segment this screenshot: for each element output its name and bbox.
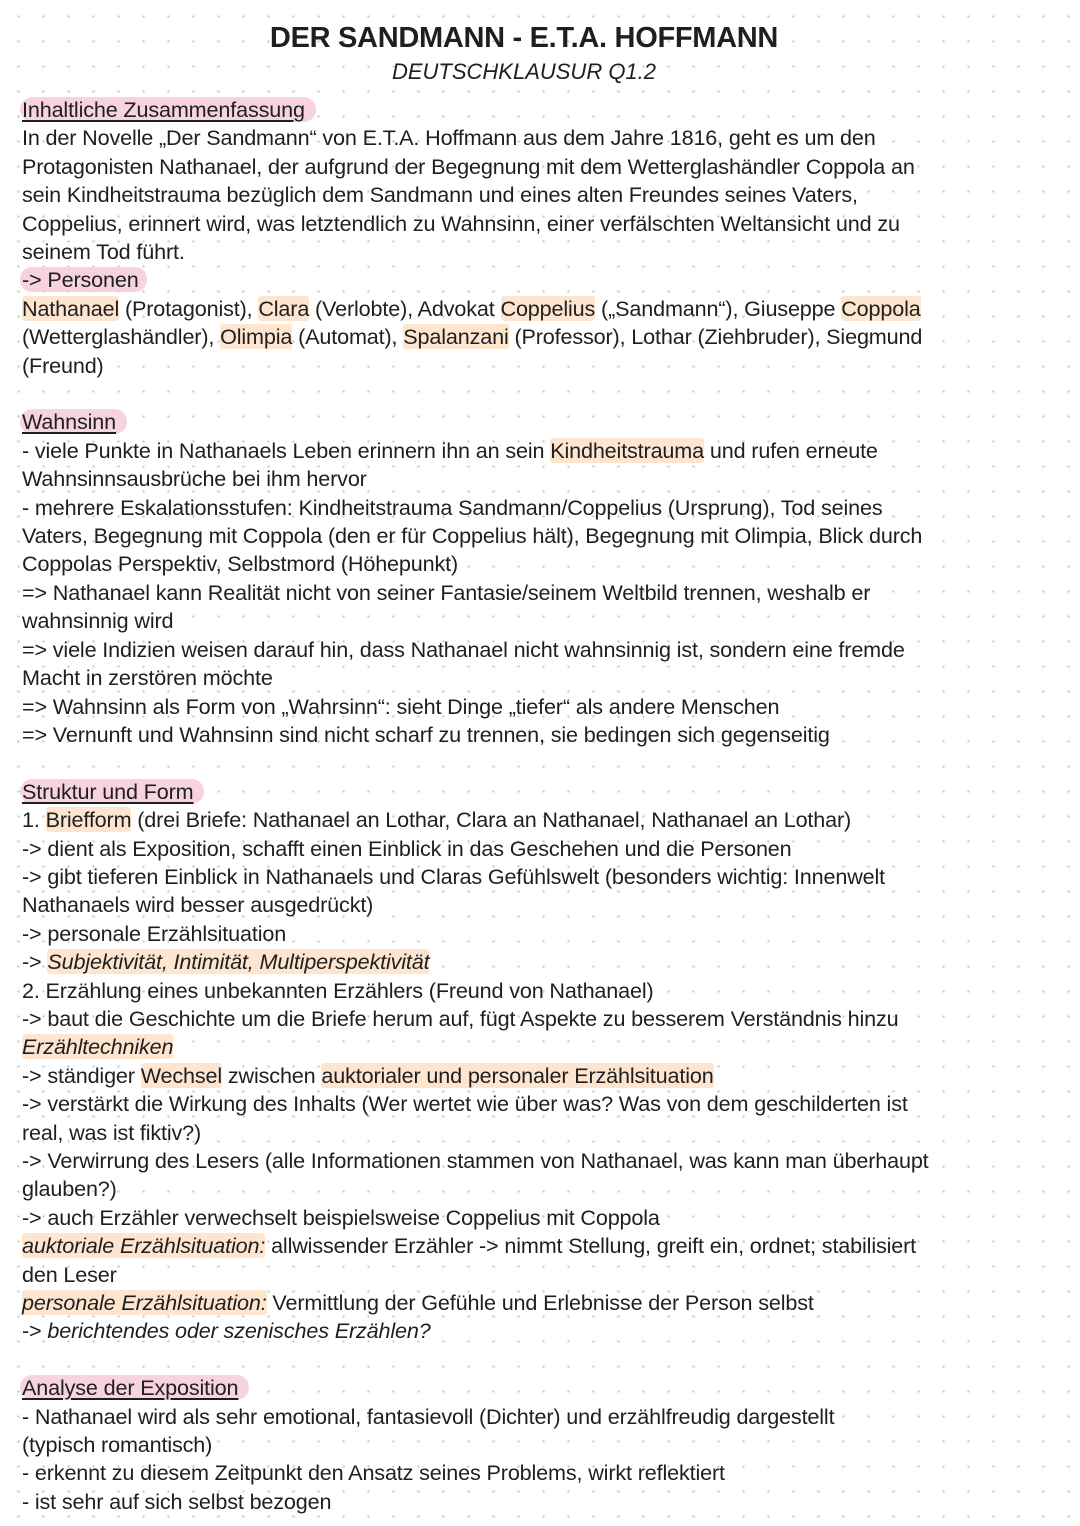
text-line: glauben?) xyxy=(22,1176,117,1202)
text-fragment: Vermittlung der Gefühle und Erlebnisse der Person selbst xyxy=(266,1290,814,1316)
highlight-person: Coppelius xyxy=(500,295,596,321)
text-line xyxy=(22,1232,1052,1260)
highlight-term: Subjektivität, Intimität, Multiperspektivität xyxy=(47,949,430,975)
text-line: (typisch romantisch) xyxy=(22,1432,213,1458)
text-line xyxy=(22,806,1052,834)
text-fragment: -> ständiger xyxy=(22,1062,141,1088)
persons-heading-line xyxy=(22,266,1052,294)
section-struktur-heading-line xyxy=(22,778,1052,806)
text-fragment: -> xyxy=(22,949,48,975)
section-heading-struktur: Struktur und Form xyxy=(20,779,204,804)
text-line: => viele Indizien weisen darauf hin, dass Nathanael nicht wahnsinnig ist, sondern eine fremde xyxy=(22,636,905,662)
highlight-person: Nathanael xyxy=(22,295,120,321)
text-line: - Nathanael wird als sehr emotional, fantasievoll (Dichter) und erzählfreudig dargestellt xyxy=(22,1403,835,1429)
text-line: -> verstärkt die Wirkung des Inhalts (Wer wertet wie über was? Was von dem geschilderten ist xyxy=(22,1091,908,1117)
section-heading-exposition: Analyse der Exposition xyxy=(20,1375,249,1400)
persons-heading: -> Personen xyxy=(20,267,147,292)
spacer xyxy=(22,1346,1052,1374)
section-wahnsinn-heading-line xyxy=(22,408,1052,436)
text-line: => Nathanael kann Realität nicht von seiner Fantasie/seinem Weltbild trennen, weshalb er xyxy=(22,579,871,605)
text-line xyxy=(22,948,1052,976)
text-line: -> gibt tieferen Einblick in Nathanaels und Claras Gefühlswelt (besonders wichtig: Innenwelt xyxy=(22,863,886,889)
text-line: Nathanaels wird besser ausgedrückt) xyxy=(22,892,374,918)
notes-content xyxy=(22,96,1052,1516)
highlight-person: Olimpia xyxy=(220,324,293,350)
persons-line-3: (Freund) xyxy=(22,352,104,378)
person-role: (Wetterglashändler), xyxy=(22,324,221,350)
text-line xyxy=(22,1033,1052,1061)
section-heading-wahnsinn: Wahnsinn xyxy=(20,409,127,434)
text-line: seinem Tod führt. xyxy=(22,239,185,265)
text-line: Coppelius, erinnert wird, was letztendlich zu Wahnsinn, einer verfälschten Weltansicht und zu xyxy=(22,210,900,236)
text-line: sein Kindheitstrauma bezüglich dem Sandmann und eines alten Freundes seines Vaters, xyxy=(22,182,858,208)
section-summary-heading-line xyxy=(22,96,1052,124)
text-fragment: 1. xyxy=(22,807,46,833)
highlight-term: Erzähltechniken xyxy=(22,1034,174,1060)
person-role: (Protagonist), xyxy=(119,295,259,321)
text-line xyxy=(22,1062,1052,1090)
person-role: (Automat), xyxy=(292,324,404,350)
page-title: DER SANDMANN - E.T.A. HOFFMANN xyxy=(269,22,779,54)
highlight-term: Wechsel xyxy=(140,1062,223,1088)
text-fragment: -> xyxy=(22,1318,48,1344)
text-line: - mehrere Eskalationsstufen: Kindheitstrauma Sandmann/Coppelius (Ursprung), Tod seines xyxy=(22,494,883,520)
text-line: -> personale Erzählsituation xyxy=(22,920,287,946)
italic-text: berichtendes oder szenisches Erzählen? xyxy=(47,1318,431,1344)
highlight-person: Clara xyxy=(258,295,310,321)
text-line: wahnsinnig wird xyxy=(22,608,174,634)
persons-line-1 xyxy=(22,295,1052,323)
text-line: real, was ist fiktiv?) xyxy=(22,1119,202,1145)
highlight-term: Kindheitstrauma xyxy=(550,437,704,463)
highlight-term: auktoriale Erzählsituation: xyxy=(22,1233,266,1259)
highlight-term: auktorialer und personaler Erzählsituation xyxy=(321,1062,714,1088)
persons-line-2 xyxy=(22,323,1052,351)
text-fragment: zwischen xyxy=(222,1062,322,1088)
text-fragment: und rufen erneute xyxy=(704,437,878,463)
text-line: In der Novelle „Der Sandmann“ von E.T.A. Hoffmann aus dem Jahre 1816, geht es um den xyxy=(22,125,876,151)
person-role: (Professor), Lothar (Ziehbruder), Siegmund xyxy=(508,324,923,350)
spacer xyxy=(22,380,1052,408)
section-heading-summary: Inhaltliche Zusammenfassung xyxy=(20,97,316,122)
person-role: (Verlobte), Advokat xyxy=(309,295,501,321)
text-line: Vaters, Begegnung mit Coppola (den er für Coppelius hält), Begegnung mit Olimpia, Blick durch xyxy=(22,523,923,549)
text-line: 2. Erzählung eines unbekannten Erzählers (Freund von Nathanael) xyxy=(22,977,654,1003)
highlight-person: Coppola xyxy=(841,295,921,321)
section-exposition-heading-line xyxy=(22,1374,1052,1402)
text-line: Wahnsinnsausbrüche bei ihm hervor xyxy=(22,466,367,492)
text-line: => Wahnsinn als Form von „Wahrsinn“: sieht Dinge „tiefer“ als andere Menschen xyxy=(22,693,780,719)
text-line xyxy=(22,1289,1052,1317)
text-line xyxy=(22,1317,1052,1345)
text-line: -> dient als Exposition, schafft einen Einblick in das Geschehen und die Personen xyxy=(22,835,792,861)
text-line: - erkennt zu diesem Zeitpunkt den Ansatz seines Problems, wirkt reflektiert xyxy=(22,1460,725,1486)
text-line: - ist sehr auf sich selbst bezogen xyxy=(22,1488,332,1514)
text-line: -> auch Erzähler verwechselt beispielsweise Coppelius mit Coppola xyxy=(22,1204,660,1230)
highlight-term: Briefform xyxy=(45,807,132,833)
spacer xyxy=(22,749,1052,777)
text-line: -> Verwirrung des Lesers (alle Informationen stammen von Nathanael, was kann man überhaupt xyxy=(22,1148,929,1173)
text-fragment: - viele Punkte in Nathanaels Leben erinnern ihn an sein xyxy=(22,437,551,463)
text-line xyxy=(22,437,1052,465)
highlight-person: Spalanzani xyxy=(403,324,509,350)
text-fragment: allwissender Erzähler -> nimmt Stellung, greift ein, ordnet; stabilisiert xyxy=(265,1233,917,1259)
text-line: -> baut die Geschichte um die Briefe herum auf, fügt Aspekte zu besserem Verständnis hinzu xyxy=(22,1005,899,1031)
person-role: („Sandmann“), Giuseppe xyxy=(595,295,842,321)
text-line: Macht in zerstören möchte xyxy=(22,665,273,691)
text-line: Protagonisten Nathanael, der aufgrund der Begegnung mit dem Wetterglashändler Coppola an xyxy=(22,153,915,179)
text-line: den Leser xyxy=(22,1261,117,1287)
text-line: => Vernunft und Wahnsinn sind nicht scharf zu trennen, sie bedingen sich gegenseitig xyxy=(22,721,830,747)
text-fragment: (drei Briefe: Nathanael an Lothar, Clara an Nathanael, Nathanael an Lothar) xyxy=(131,807,852,833)
page-subtitle: DEUTSCHKLAUSUR Q1.2 xyxy=(391,59,657,84)
highlight-term: personale Erzählsituation: xyxy=(22,1290,267,1316)
text-line: Coppolas Perspektiv, Selbstmord (Höhepunkt) xyxy=(22,551,459,577)
